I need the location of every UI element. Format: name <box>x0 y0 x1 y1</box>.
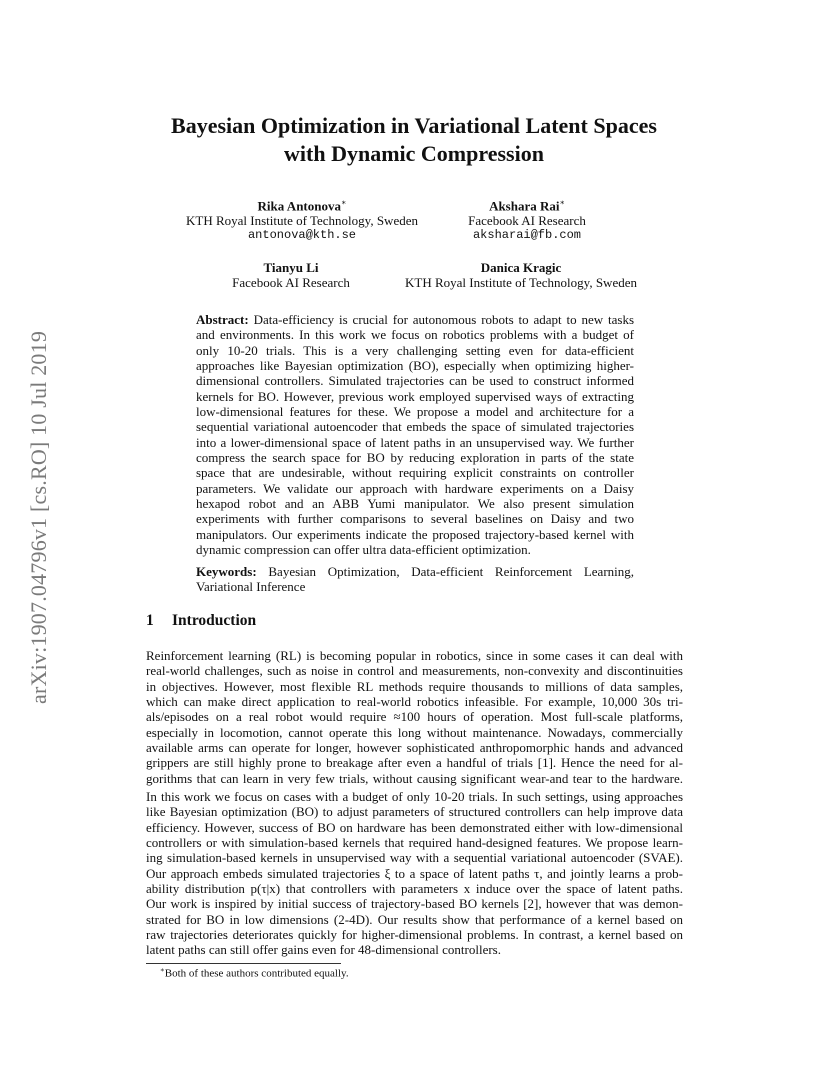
intro-paragraph-2 <box>146 789 683 958</box>
keywords-label: Keywords: <box>196 564 257 579</box>
author-email[interactable]: aksharai@fb.com <box>472 228 582 243</box>
author-footnote-mark: ∗ <box>559 198 565 207</box>
title-line-2: with Dynamic Compression <box>284 141 544 166</box>
arxiv-identifier: arXiv:1907.04796v1 [cs.RO] 10 Jul 2019 <box>26 330 51 704</box>
text-line: grippers are still highly prone to breakage after even a handful of trials [1]. Hence the need for al- <box>146 755 683 771</box>
author-name: Akshara Rai∗ <box>489 198 565 214</box>
text-line: which can make direct application to real-world robotics infeasible. For example, 10,000 30s tri- <box>146 694 683 710</box>
text-line: real-world challenges, such as noise in control and measurements, non-convexity and discontinuities <box>146 663 683 679</box>
text-line: in objectives. However, most flexible RL methods require thousands to millions of data samples, <box>146 678 683 694</box>
text-line: als/episodes on a real robot would require ≈100 hours of operation. Most full-scale platforms, <box>146 709 683 725</box>
text-line: strated for BO in low dimensions (2-4D). Our results show that performance of a kernel based on <box>146 911 683 927</box>
section-title: Introduction <box>172 612 257 629</box>
text-line: Our work is inspired by initial success of trajectory-based BO kernels [2], however that was demon- <box>146 896 683 912</box>
text-line: especially in locomotion, cannot operate this long without maintenance. Nowadays, commercially <box>146 724 683 740</box>
author-block <box>386 260 656 290</box>
author-affiliation: KTH Royal Institute of Technology, Sweden <box>186 213 418 229</box>
paper-title <box>100 112 728 168</box>
section-heading <box>146 612 256 630</box>
text-line: raw trajectories deteriorates quickly for higher-dimensional problems. In contrast, a kernel based on <box>146 927 683 943</box>
author-name: Danica Kragic <box>480 260 562 275</box>
title-line-1: Bayesian Optimization in Variational Latent Spaces <box>171 113 657 138</box>
footnote-mark: ∗ <box>160 966 165 974</box>
author-affiliation: KTH Royal Institute of Technology, Sweden <box>405 275 637 290</box>
text-line: controllers or with simulation-based kernels that required hand-designed features. We propose learn- <box>146 835 683 851</box>
author-footnote-mark: ∗ <box>341 198 347 207</box>
abstract <box>196 312 634 558</box>
intro-paragraph-1 <box>146 648 683 786</box>
keywords-text: Bayesian Optimization, Data-efficient Reinforcement Learning, Variational Inference <box>196 564 635 595</box>
text-line: gorithms that can learn in very few trials, without causing significant wear-and tear to the hardware. <box>146 770 683 786</box>
abstract-text: Data-efficiency is crucial for autonomous robots to adapt to new tasks and environments. In this work we focus on robotics problems with a budget of only 10-20 trials. This is a very challenging setting even for data-efficient approaches like Bayesian optimization (BO), especially when optimizing higher-dimensional controllers. Simulated trajectories can be used to construct informed kernels for BO. However, previous work employed supervised ways of extracting low-dimensional features for these. We propose a model and architecture for a sequential variational autoencoder that embeds the space of simulated trajectories into a lower-dimensional space of latent paths in an unsupervised way. We further compress the search space for BO by reducing exploration in parts of the state space that are undesirable, without requiring explicit constraints on controller parameters. We validate our approach with hardware experiments on a Daisy hexapod robot and an ABB Yumi manipulator. We also present simulation experiments with further comparisons to several baselines on Daisy and two manipulators. Our experiments indicate the proposed trajectory-based kernel with dynamic compression can offer ultra data-efficient optimization. <box>196 312 635 558</box>
author-name: Tianyu Li <box>263 260 319 275</box>
author-affiliation: Facebook AI Research <box>468 213 586 229</box>
text-line: like Bayesian optimization (BO) to adjust parameters of structured controllers can help improve data <box>146 804 683 820</box>
text-line: In this work we focus on cases with a budget of only 10-20 trials. In such settings, using approaches <box>146 789 683 804</box>
author-affiliation: Facebook AI Research <box>232 275 350 290</box>
keywords <box>196 564 634 595</box>
abstract-label: Abstract: <box>196 312 249 327</box>
author-block <box>427 195 627 243</box>
author-block <box>200 260 382 290</box>
author-block <box>160 195 444 243</box>
text-line: ing simulation-based kernels in unsupervised way with a sequential variational autoencoder (SVAE). <box>146 850 683 866</box>
author-email[interactable]: antonova@kth.se <box>247 228 357 243</box>
footnote-text: Both of these authors contributed equally. <box>164 967 349 980</box>
footnote <box>160 966 349 980</box>
text-line: efficiency. However, success of BO on hardware has been demonstrated either with low-dimensional <box>146 819 683 835</box>
text-line: available arms can operate for longer, however sophisticated anthropomorphic hands and advanced <box>146 740 683 756</box>
footnote-divider <box>146 963 341 964</box>
author-name: Rika Antonova∗ <box>257 198 347 214</box>
text-line: Reinforcement learning (RL) is becoming popular in robotics, since in some cases it can deal with <box>146 648 683 663</box>
text-line: latent paths can still offer gains even for 48-dimensional controllers. <box>146 942 501 958</box>
section-number: 1 <box>146 612 154 629</box>
text-line: ability distribution p(τ|x) that controllers with parameters x induce over the space of latent paths. <box>146 881 683 897</box>
text-line: Our approach embeds simulated trajectories ξ to a space of latent paths τ, and jointly learns a prob- <box>146 865 683 881</box>
